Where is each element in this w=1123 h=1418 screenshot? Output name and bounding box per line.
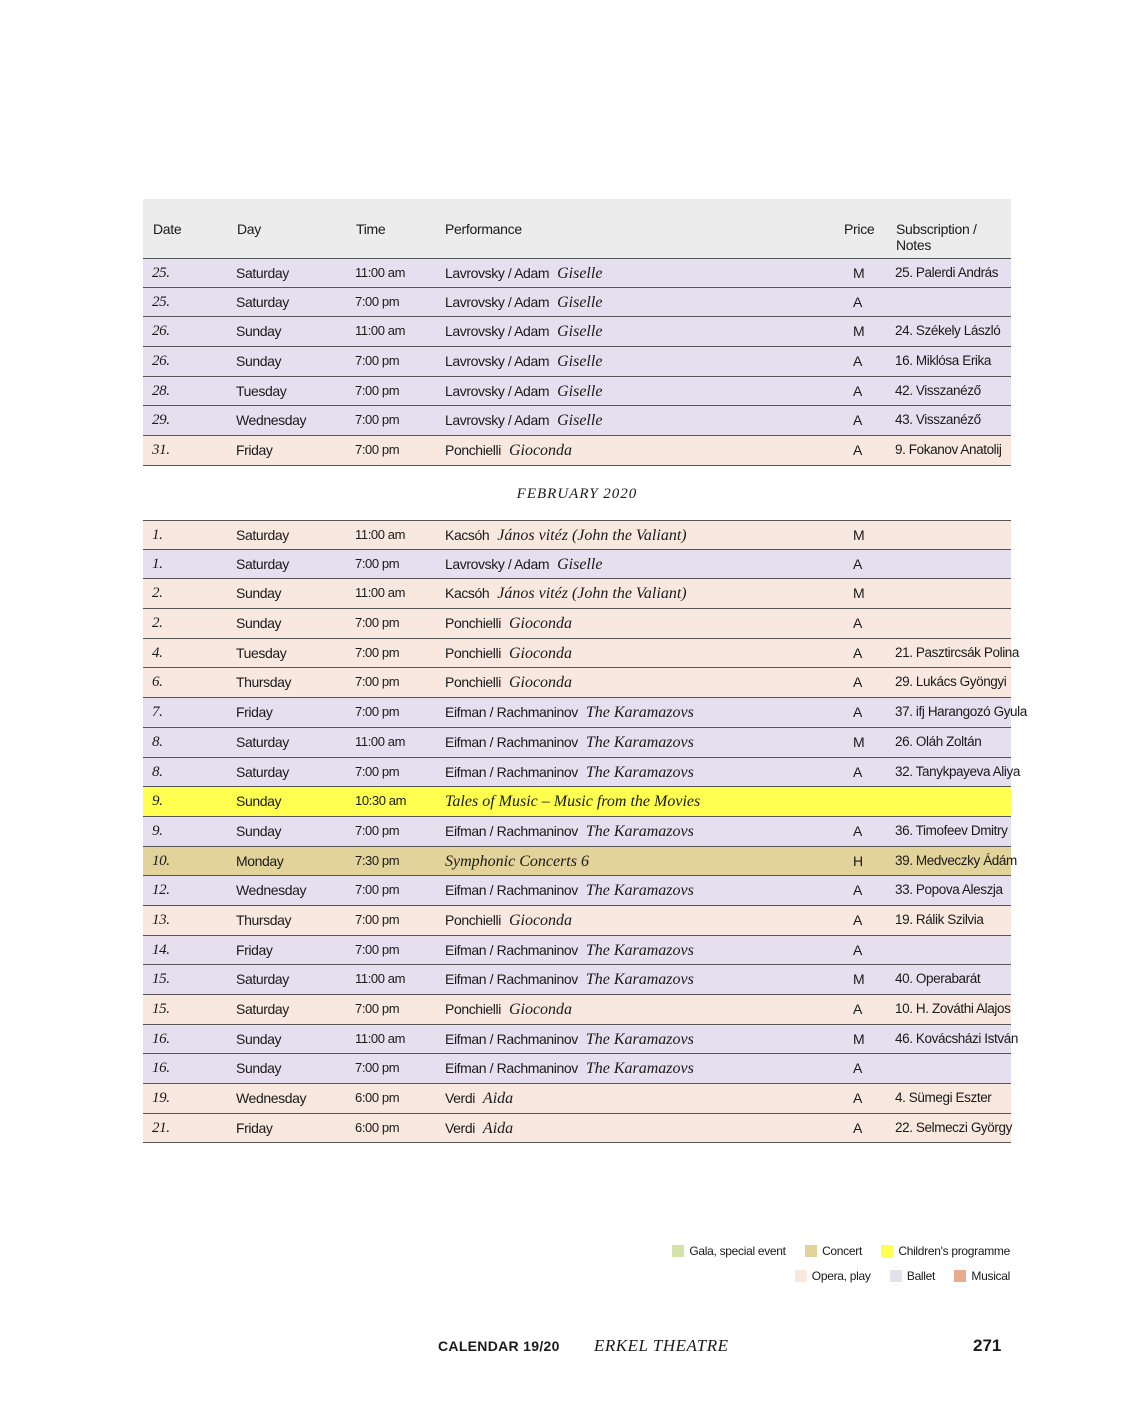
cell-work: Tales of Music – Music from the Movies <box>445 793 701 811</box>
legend-gala: Gala, special event <box>672 1244 785 1258</box>
table-header <box>143 199 1011 258</box>
table-row <box>143 377 1011 407</box>
cell-date: 16. <box>152 1060 170 1077</box>
cell-composer: Ponchielli <box>445 1001 501 1017</box>
cell-price: M <box>853 323 865 340</box>
cell-price: A <box>853 1060 862 1077</box>
cell-time: 7:00 pm <box>355 412 400 428</box>
cell-work: Giselle <box>557 353 603 371</box>
footer-theatre: ERKEL THEATRE <box>594 1336 729 1355</box>
cell-price: A <box>853 1001 862 1017</box>
cell-time: 7:00 pm <box>355 293 400 309</box>
cell-work: The Karamazovs <box>585 704 694 722</box>
cell-performance <box>445 556 602 574</box>
cell-day: Sunday <box>236 615 282 632</box>
cell-price: A <box>853 555 862 572</box>
cell-day: Wednesday <box>236 1090 307 1107</box>
cell-performance <box>445 527 687 545</box>
cell-date: 13. <box>152 911 170 928</box>
cell-notes: 10. H. Zováthi Alajos <box>895 1001 1011 1016</box>
cell-composer: Eifman / Rachmaninov <box>445 704 578 721</box>
cell-performance <box>445 882 694 900</box>
cell-notes: 43. Visszanéző <box>895 412 981 428</box>
cell-price: H <box>853 852 863 869</box>
cell-day: Friday <box>236 704 273 721</box>
cell-price: A <box>853 442 862 459</box>
cell-price: A <box>853 382 862 399</box>
table-row <box>143 728 1011 758</box>
cell-notes: 42. Visszanéző <box>895 382 981 398</box>
cell-date: 25. <box>152 293 170 310</box>
cell-work: Giselle <box>557 555 603 573</box>
cell-performance <box>445 1120 513 1138</box>
cell-date: 15. <box>152 1001 170 1017</box>
cell-price: M <box>853 733 865 750</box>
cell-work: Aida <box>482 1119 514 1137</box>
ballet-swatch <box>890 1270 902 1282</box>
cell-performance <box>445 793 700 811</box>
cell-time: 7:00 pm <box>355 555 400 571</box>
cell-notes: 19. Rálik Szilvia <box>895 911 984 927</box>
cell-day: Friday <box>236 1119 273 1136</box>
cell-performance <box>445 645 572 663</box>
cell-day: Tuesday <box>236 644 287 661</box>
cell-performance <box>445 674 572 692</box>
cell-notes: 33. Popova Aleszja <box>895 882 1003 898</box>
cell-day: Sunday <box>236 585 282 602</box>
cell-price: M <box>853 585 865 602</box>
table-row <box>143 995 1011 1025</box>
concert-swatch <box>805 1245 817 1257</box>
cell-date: 19. <box>152 1090 170 1107</box>
cell-time: 7:00 pm <box>355 704 400 720</box>
cell-performance <box>445 734 694 752</box>
table-row <box>143 906 1011 936</box>
cell-date: 28. <box>152 382 170 399</box>
table-row <box>143 1114 1011 1144</box>
cell-composer: Lavrovsky / Adam <box>445 293 550 310</box>
cell-date: 8. <box>152 763 163 780</box>
cell-date: 6. <box>152 674 163 691</box>
february-rows <box>143 520 1027 1143</box>
table-row <box>143 698 1027 728</box>
cell-price: A <box>853 704 862 721</box>
cell-time: 7:00 pm <box>355 882 400 898</box>
cell-day: Sunday <box>236 1060 282 1077</box>
cell-performance <box>445 853 589 871</box>
cell-performance <box>445 1001 572 1019</box>
cell-notes: 37. ifj Harangozó Gyula <box>895 704 1027 720</box>
cell-performance <box>445 265 602 283</box>
table-row <box>143 936 1011 966</box>
legend-concert: Concert <box>805 1244 862 1258</box>
cell-date: 26. <box>152 353 170 370</box>
cell-time: 7:00 pm <box>355 615 400 631</box>
cell-work: Gioconda <box>508 644 573 662</box>
page-footer <box>0 1336 1123 1356</box>
cell-time: 7:00 pm <box>355 442 400 458</box>
cell-time: 11:00 am <box>355 323 406 339</box>
cell-date: 31. <box>152 442 170 459</box>
cell-date: 21. <box>152 1119 170 1136</box>
cell-composer: Lavrovsky / Adam <box>445 353 550 370</box>
cell-day: Sunday <box>236 1030 282 1047</box>
cell-performance <box>445 971 694 989</box>
cell-date: 9. <box>152 822 163 839</box>
cell-price: A <box>853 353 862 370</box>
table-row <box>143 847 1017 877</box>
cell-day: Saturday <box>236 265 289 281</box>
header-time: Time <box>356 221 386 237</box>
cell-time: 7:00 pm <box>355 1060 400 1076</box>
cell-composer: Eifman / Rachmaninov <box>445 733 578 750</box>
table-row <box>143 406 1011 436</box>
cell-performance <box>445 383 602 401</box>
cell-date: 2. <box>152 615 163 632</box>
legend-ballet: Ballet <box>890 1269 935 1283</box>
cell-work: The Karamazovs <box>585 941 694 959</box>
month-title: FEBRUARY 2020 <box>516 486 638 502</box>
cell-work: The Karamazovs <box>585 971 694 989</box>
cell-day: Sunday <box>236 353 282 370</box>
cell-day: Saturday <box>236 555 289 572</box>
cell-composer: Verdi <box>445 1090 475 1107</box>
table-row <box>143 758 1020 788</box>
table-row <box>143 787 1011 817</box>
cell-notes: 24. Székely László <box>895 323 1001 339</box>
cell-price: A <box>853 615 862 632</box>
cell-date: 7. <box>152 704 163 721</box>
calendar-table-february <box>143 520 1027 1143</box>
cell-date: 14. <box>152 941 170 958</box>
cell-work: Symphonic Concerts 6 <box>445 852 589 870</box>
cell-composer: Eifman / Rachmaninov <box>445 763 578 780</box>
cell-price: A <box>853 412 862 429</box>
table-row <box>143 288 1011 318</box>
legend-musical: Musical <box>954 1269 1010 1283</box>
cell-time: 7:00 pm <box>355 822 400 838</box>
cell-time: 7:00 pm <box>355 911 400 927</box>
cell-work: János vitéz (John the Valiant) <box>497 585 687 603</box>
cell-day: Tuesday <box>236 382 287 399</box>
table-row <box>143 1054 1011 1084</box>
table-row <box>143 550 1011 580</box>
cell-notes: 40. Operabarát <box>895 971 981 987</box>
cell-composer: Eifman / Rachmaninov <box>445 1030 578 1047</box>
legend-row-2 <box>779 1269 1010 1285</box>
cell-work: Giselle <box>557 323 603 341</box>
cell-composer: Eifman / Rachmaninov <box>445 822 578 839</box>
cell-date: 29. <box>152 412 170 429</box>
cell-composer: Eifman / Rachmaninov <box>445 882 578 899</box>
cell-composer: Verdi <box>445 1119 475 1136</box>
cell-price: M <box>853 1030 865 1047</box>
cell-price: A <box>853 882 862 899</box>
header-day: Day <box>237 221 261 237</box>
cell-day: Saturday <box>236 527 289 543</box>
cell-work: Gioconda <box>508 674 573 692</box>
table-row <box>143 965 1011 995</box>
cell-work: Gioconda <box>508 615 573 633</box>
cell-price: A <box>853 1119 862 1136</box>
calendar-table-january <box>143 199 1011 466</box>
cell-time: 6:00 pm <box>355 1090 400 1106</box>
gala-swatch <box>672 1245 684 1257</box>
cell-performance <box>445 323 602 341</box>
header-date: Date <box>153 221 182 237</box>
cell-date: 1. <box>152 555 163 572</box>
cell-time: 7:30 pm <box>355 852 400 868</box>
cell-day: Sunday <box>236 323 282 340</box>
cell-time: 11:00 am <box>355 265 406 280</box>
cell-day: Friday <box>236 941 273 958</box>
cell-day: Wednesday <box>236 412 307 429</box>
cell-composer: Ponchielli <box>445 615 501 632</box>
cell-price: M <box>853 971 865 988</box>
cell-price: A <box>853 674 862 691</box>
children-swatch <box>881 1245 893 1257</box>
cell-price: M <box>853 527 865 543</box>
cell-composer: Eifman / Rachmaninov <box>445 1060 578 1077</box>
cell-notes: 16. Miklósa Erika <box>895 353 991 369</box>
cell-work: The Karamazovs <box>585 1060 694 1078</box>
cell-day: Saturday <box>236 293 289 310</box>
cell-date: 4. <box>152 644 163 661</box>
cell-work: Gioconda <box>508 911 573 929</box>
cell-work: The Karamazovs <box>585 763 694 781</box>
cell-date: 15. <box>152 971 170 988</box>
cell-work: Giselle <box>557 382 603 400</box>
cell-price: A <box>853 293 862 310</box>
cell-date: 2. <box>152 585 163 602</box>
cell-time: 6:00 pm <box>355 1119 400 1135</box>
cell-time: 11:00 am <box>355 527 406 542</box>
cell-composer: Lavrovsky / Adam <box>445 555 550 572</box>
page-number: 271 <box>973 1336 1002 1355</box>
cell-performance <box>445 294 602 312</box>
table-row <box>143 317 1011 347</box>
cell-date: 1. <box>152 527 163 543</box>
cell-composer: Eifman / Rachmaninov <box>445 941 578 958</box>
table-row <box>143 258 1011 288</box>
cell-work: Giselle <box>557 293 603 311</box>
cell-date: 26. <box>152 323 170 340</box>
cell-composer: Lavrovsky / Adam <box>445 382 550 399</box>
cell-price: A <box>853 644 862 661</box>
cell-day: Sunday <box>236 793 282 810</box>
cell-performance <box>445 823 694 841</box>
cell-price: A <box>853 1090 862 1107</box>
table-row <box>143 817 1011 847</box>
cell-time: 7:00 pm <box>355 674 400 690</box>
cell-performance <box>445 353 602 371</box>
cell-notes: 36. Timofeev Dmitry <box>895 822 1008 838</box>
cell-day: Saturday <box>236 763 289 780</box>
cell-work: Aida <box>482 1090 514 1108</box>
cell-date: 12. <box>152 882 170 899</box>
january-rows <box>143 258 1011 466</box>
header-price: Price <box>844 221 875 237</box>
cell-date: 10. <box>152 852 170 869</box>
table-row <box>143 668 1011 698</box>
cell-notes: 4. Sümegi Eszter <box>895 1090 992 1106</box>
legend-opera: Opera, play <box>795 1269 871 1283</box>
cell-composer: Lavrovsky / Adam <box>445 265 550 281</box>
cell-notes: 25. Palerdi András <box>895 265 999 280</box>
cell-composer: Kacsóh <box>445 585 490 602</box>
cell-time: 7:00 pm <box>355 644 400 660</box>
cell-performance <box>445 585 687 603</box>
opera-swatch <box>795 1270 807 1282</box>
cell-work: The Karamazovs <box>585 733 694 751</box>
cell-work: Giselle <box>557 265 603 282</box>
cell-performance <box>445 764 694 782</box>
table-row <box>143 1084 1011 1114</box>
cell-composer: Ponchielli <box>445 644 501 661</box>
table-row <box>143 876 1011 906</box>
cell-work: The Karamazovs <box>585 1030 694 1048</box>
cell-performance <box>445 942 694 960</box>
cell-day: Thursday <box>236 911 292 928</box>
cell-day: Saturday <box>236 1001 289 1017</box>
cell-time: 7:00 pm <box>355 1001 400 1016</box>
cell-notes: 32. Tanykpayeva Aliya <box>895 763 1020 779</box>
table-row <box>143 639 1020 669</box>
table-row <box>143 347 1011 377</box>
cell-date: 9. <box>152 793 163 810</box>
cell-time: 11:00 am <box>355 971 406 987</box>
cell-work: The Karamazovs <box>585 822 694 840</box>
cell-day: Monday <box>236 852 284 869</box>
cell-composer: Kacsóh <box>445 527 490 543</box>
cell-notes: 22. Selmeczi György <box>895 1119 1012 1135</box>
cell-work: Gioconda <box>508 442 573 460</box>
table-row <box>143 579 1011 609</box>
cell-composer: Ponchielli <box>445 674 501 691</box>
cell-composer: Ponchielli <box>445 911 501 928</box>
cell-work: Giselle <box>557 412 603 430</box>
cell-day: Friday <box>236 442 273 459</box>
cell-work: The Karamazovs <box>585 882 694 900</box>
cell-day: Saturday <box>236 733 289 750</box>
cell-time: 11:00 am <box>355 1030 406 1046</box>
cell-performance <box>445 615 572 633</box>
cell-notes: 26. Oláh Zoltán <box>895 733 982 749</box>
cell-notes: 9. Fokanov Anatolij <box>895 442 1002 458</box>
cell-time: 11:00 am <box>355 585 406 601</box>
cell-day: Sunday <box>236 822 282 839</box>
header-notes: Subscription / Notes <box>896 221 977 253</box>
cell-day: Thursday <box>236 674 292 691</box>
cell-composer: Lavrovsky / Adam <box>445 323 550 340</box>
legend-children: Children's programme <box>881 1244 1010 1258</box>
table-row <box>143 1025 1018 1055</box>
cell-performance <box>445 1090 513 1108</box>
cell-time: 7:00 pm <box>355 941 400 957</box>
cell-composer: Lavrovsky / Adam <box>445 412 550 429</box>
cell-date: 25. <box>152 265 170 281</box>
musical-swatch <box>954 1270 966 1282</box>
cell-day: Wednesday <box>236 882 307 899</box>
cell-price: M <box>853 265 865 281</box>
header-performance: Performance <box>445 221 522 237</box>
footer-calendar: CALENDAR 19/20 <box>438 1338 560 1354</box>
cell-time: 7:00 pm <box>355 763 400 779</box>
cell-time: 7:00 pm <box>355 353 400 369</box>
cell-price: A <box>853 911 862 928</box>
cell-price: A <box>853 822 862 839</box>
cell-performance <box>445 1060 694 1078</box>
table-row <box>143 609 1011 639</box>
cell-composer: Eifman / Rachmaninov <box>445 971 578 988</box>
cell-time: 10:30 am <box>355 793 407 809</box>
cell-date: 16. <box>152 1030 170 1047</box>
table-row <box>143 520 1011 550</box>
cell-composer: Ponchielli <box>445 442 501 459</box>
cell-notes: 39. Medveczky Ádám <box>895 852 1017 868</box>
cell-time: 11:00 am <box>355 733 406 749</box>
cell-performance <box>445 912 572 930</box>
cell-performance <box>445 704 694 722</box>
cell-performance <box>445 442 572 460</box>
cell-work: János vitéz (John the Valiant) <box>497 527 687 544</box>
cell-performance <box>445 1031 694 1049</box>
cell-work: Gioconda <box>508 1001 573 1018</box>
cell-performance <box>445 412 602 430</box>
legend-row-1 <box>656 1244 1010 1260</box>
cell-notes: 46. Kovácsházi István <box>895 1030 1018 1046</box>
cell-price: A <box>853 763 862 780</box>
cell-notes: 29. Lukács Gyöngyi <box>895 674 1007 690</box>
cell-notes: 21. Pasztircsák Polina <box>895 644 1020 660</box>
cell-time: 7:00 pm <box>355 382 400 398</box>
cell-day: Saturday <box>236 971 289 988</box>
table-row <box>143 436 1011 466</box>
cell-date: 8. <box>152 733 163 750</box>
cell-price: A <box>853 941 862 958</box>
